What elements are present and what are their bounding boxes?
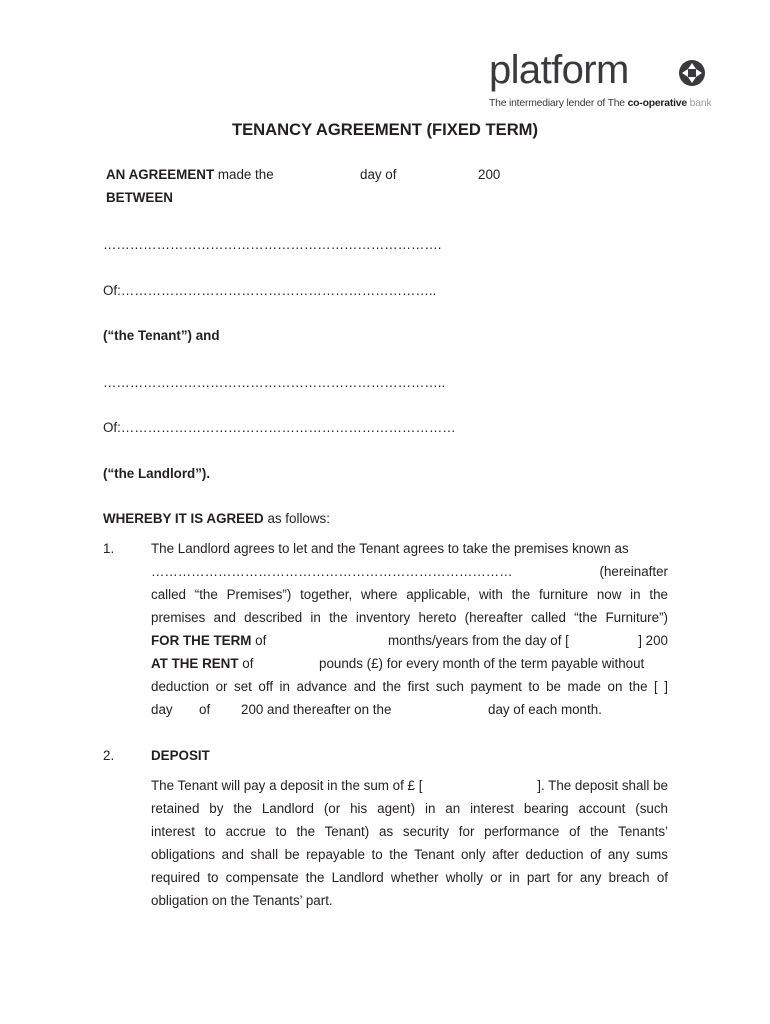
of-text: of — [199, 702, 211, 717]
clause-1-rent-line — [151, 652, 668, 675]
clause-1-line-4 — [151, 606, 668, 629]
term-year-text: ] 200 — [638, 633, 668, 648]
tenant-label: (“the Tenant”) and — [103, 328, 220, 343]
clause-1-line-3 — [151, 583, 668, 606]
between-label: BETWEEN — [106, 190, 173, 205]
aperture-icon — [678, 59, 706, 87]
logo-tagline — [489, 97, 711, 111]
clause-1-line-1-text: The Landlord agrees to let and the Tenant agrees to take the premises known as — [151, 541, 629, 556]
clause-1-term-line — [151, 629, 668, 652]
landlord-label: (“the Landlord”). — [103, 466, 211, 481]
tenant-address-line: Of:…………………………………………………………….. — [103, 283, 437, 298]
year-text: 200 — [478, 167, 501, 182]
day-text: day — [151, 702, 173, 717]
term-label-group — [151, 629, 266, 652]
hereinafter-text: (hereinafter — [599, 564, 668, 579]
clause-2-line-6-text: obligation on the Tenants’ part. — [151, 893, 333, 908]
term-months-text: months/years from the day of [ — [388, 633, 569, 648]
landlord-name-line: ………………………………………………………………….. — [103, 375, 446, 390]
rent-label-group — [151, 652, 253, 675]
clause-2-line-6 — [151, 889, 668, 912]
whereby-line — [103, 511, 330, 527]
clause-2-line-4-text: obligations and shall be repayable to the Tenant only after deduction of any sums — [151, 847, 668, 862]
clause-2-number: 2. — [103, 748, 115, 763]
agreement-line — [106, 167, 274, 183]
clause-2-line-5-text: required to compensate the Landlord whether wholly or in part for any breach of — [151, 870, 668, 885]
clause-2-line-2 — [151, 797, 668, 820]
landlord-address-line: Of:………………………………………………………………… — [103, 420, 456, 435]
page-title: TENANCY AGREEMENT (FIXED TERM) — [231, 120, 539, 139]
clause-2-line-3-text: interest to accrue to the Tenant) as security for performance of the Tenants’ — [151, 824, 668, 839]
clause-1-line-2 — [151, 560, 668, 583]
day-of-text: day of — [360, 167, 397, 182]
deposit-retained-text: ]. The deposit shall be — [537, 778, 668, 793]
clause-2-line-2-text: retained by the Landlord (or his agent) in an interest bearing account (such — [151, 801, 668, 816]
rent-label: AT THE RENT — [151, 656, 239, 671]
day-of-month-text: day of each month. — [488, 702, 602, 717]
agreement-label: AN AGREEMENT — [106, 167, 215, 182]
term-label: FOR THE TERM — [151, 633, 252, 648]
deposit-sum-text: The Tenant will pay a deposit in the sum of £ [ — [151, 778, 423, 793]
clause-1-line-1 — [151, 537, 668, 560]
tagline-bank: bank — [686, 98, 712, 109]
tagline-prefix: The intermediary lender of The — [489, 98, 628, 109]
clause-1-line-7-text: deduction or set off in advance and the first such payment to be made on the [ ] — [151, 679, 668, 694]
clause-2-line-3 — [151, 820, 668, 843]
tagline-coop: co-operative — [627, 98, 687, 109]
premises-blank: ……………………………………………………………………… — [151, 564, 513, 579]
rent-pounds-text: pounds (£) for every month of the term payable without — [319, 656, 645, 671]
clause-2-line-5 — [151, 866, 668, 889]
clause-2-line-4 — [151, 843, 668, 866]
clause-2-line-1 — [151, 774, 668, 797]
clause-1-line-8 — [151, 698, 668, 721]
whereby-bold: WHEREBY IT IS AGREED — [103, 511, 264, 526]
term-of: of — [251, 633, 267, 648]
clause-1-line-7 — [151, 675, 668, 698]
made-the-text: made the — [214, 167, 274, 182]
tenant-name-line: …………………………………………………………………. — [103, 237, 442, 252]
deposit-heading: DEPOSIT — [151, 748, 210, 763]
logo-wordmark: platform — [489, 48, 629, 92]
thereafter-text: 200 and thereafter on the — [241, 702, 392, 717]
clause-1-number: 1. — [103, 541, 115, 556]
whereby-rest: as follows: — [263, 511, 330, 526]
rent-of: of — [238, 656, 254, 671]
clause-1-line-4-text: premises and described in the inventory hereto (hereafter called “the Furniture”) — [151, 610, 668, 625]
clause-1-line-3-text: called “the Premises”) together, where applicable, with the furniture now in the — [151, 587, 668, 602]
